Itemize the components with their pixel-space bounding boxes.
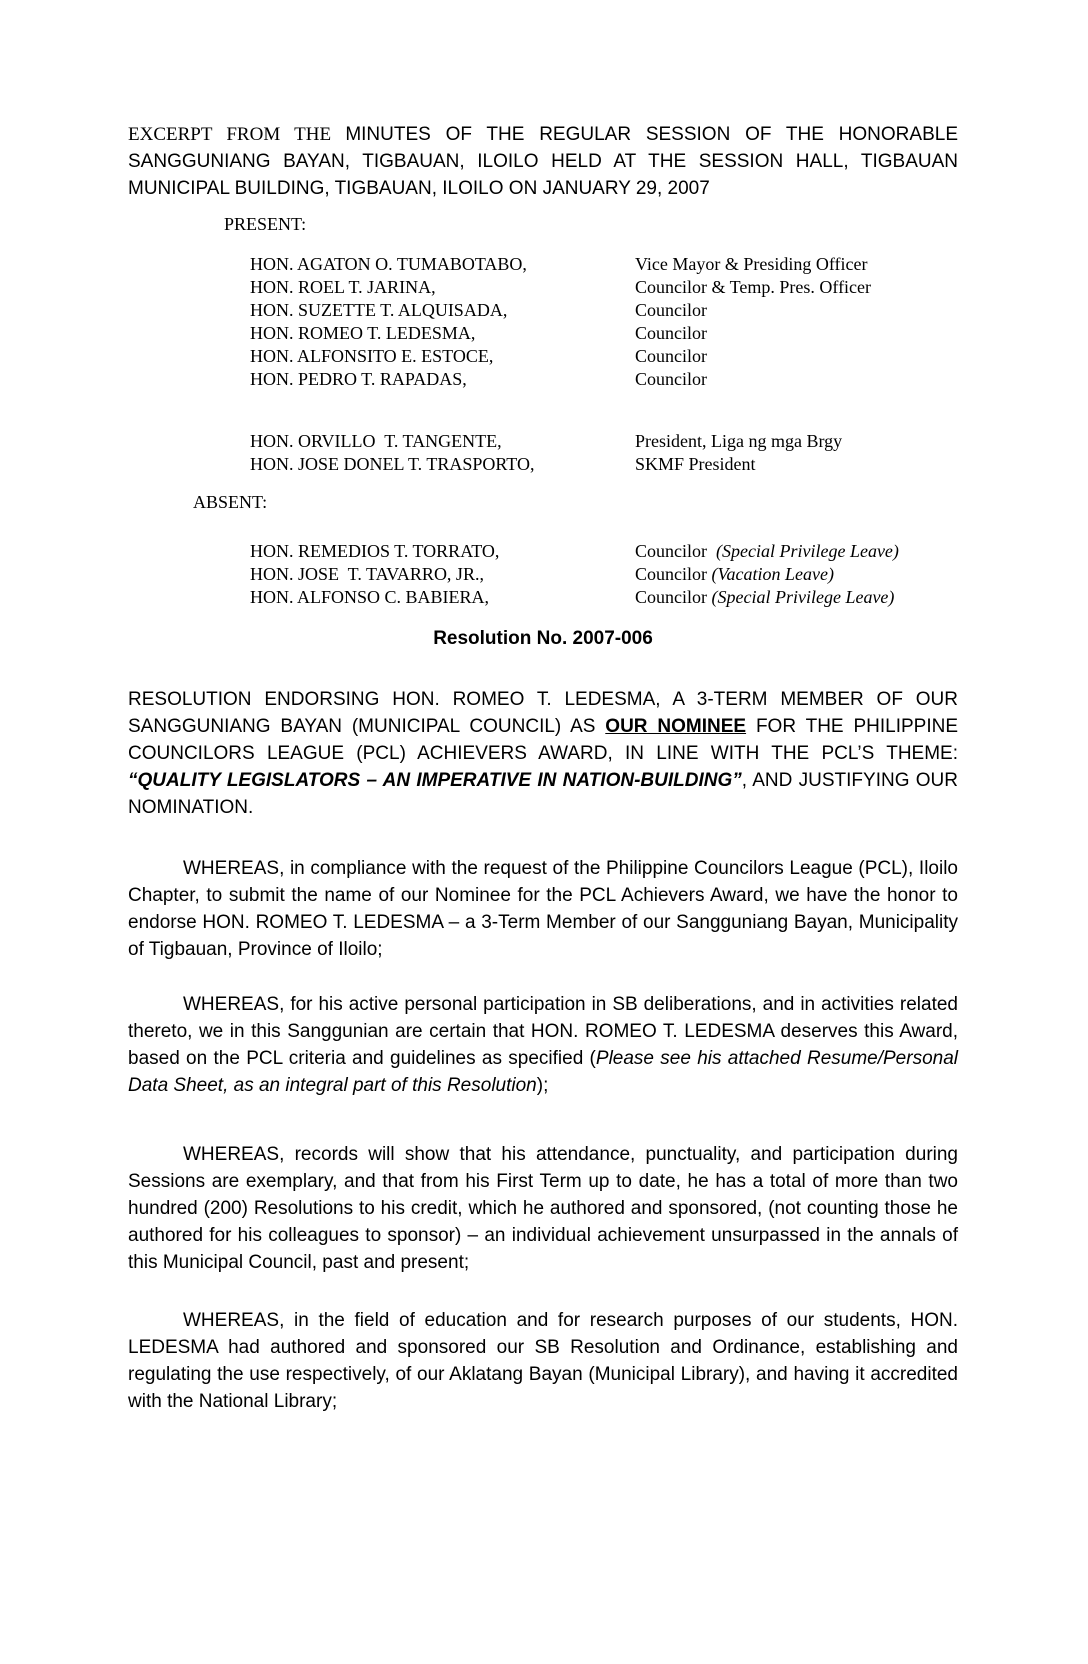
member-name: HON. JOSE T. TAVARRO, JR.,	[250, 564, 484, 584]
member-name: HON. ALFONSITO E. ESTOCE,	[250, 346, 494, 366]
member-name: HON. ALFONSO C. BABIERA,	[250, 587, 490, 607]
member-name: HON. AGATON O. TUMABOTABO,	[250, 254, 527, 274]
whereas-paragraph-3: WHEREAS, records will show that his attendance, punctuality, and participation during Sessions are exemplary, and that from his First Term up to date, he has a total of more than two hundred (200) Resolutions to his credit, which he authored and sponsored, (not counting those he authored for his colleagues to sponsor) – an individual achievement unsurpassed in the annals of this Municipal Council, past and present;	[128, 1144, 958, 1273]
leave-note: (Special Privilege Leave)	[711, 587, 895, 607]
present-list-officials	[250, 253, 958, 391]
resolution-title: RESOLUTION ENDORSING HON. ROMEO T. LEDESMA, A 3-TERM MEMBER OF OUR SANGGUNIANG BAYAN (MUNICIPAL COUNCIL) AS OUR NOMINEE FOR THE PHILIPPINE COUNCILORS LEAGUE (PCL) ACHIEVERS AWARD, IN LINE WITH THE PCL’S THEME: “QUALITY LEGISLATORS – AN IMPERATIVE IN NATION-BUILDING”, AND JUSTIFYING OUR NOMINATION.	[128, 689, 959, 818]
leave-note: (Special Privilege Leave)	[716, 541, 899, 561]
member-name: HON. PEDRO T. RAPADAS,	[250, 369, 467, 389]
whereas-paragraph-1: WHEREAS, in compliance with the request of the Philippine Councilors League (PCL), Iloilo Chapter, to submit the name of our Nominee for the PCL Achievers Award, we have the honor to endorse HON. ROMEO T. LEDESMA – a 3-Term Member of our Sangguniang Bayan, Municipality of Tigbauan, Province of Iloilo;	[128, 858, 958, 960]
member-name: HON. JOSE DONEL T. TRASPORTO,	[250, 454, 535, 474]
member-row	[250, 345, 958, 368]
absent-label: ABSENT:	[193, 492, 268, 512]
member-row	[250, 253, 958, 276]
resolution-number: Resolution No. 2007-006	[433, 628, 653, 649]
member-position: Councilor & Temp. Pres. Officer	[635, 277, 872, 297]
member-position: Vice Mayor & Presiding Officer	[635, 254, 868, 274]
member-name: HON. ORVILLO T. TANGENTE,	[250, 431, 502, 451]
absent-list	[250, 540, 958, 609]
leave-note: (Vacation Leave)	[711, 564, 834, 584]
member-position-title: Councilor	[635, 564, 712, 584]
present-label: PRESENT:	[224, 214, 307, 234]
member-row	[250, 368, 958, 391]
present-list-exofficio	[250, 430, 958, 476]
member-position: Councilor	[635, 346, 707, 366]
member-name: HON. ROMEO T. LEDESMA,	[250, 323, 476, 343]
member-row	[250, 430, 958, 453]
member-position: Councilor	[635, 300, 707, 320]
member-name: HON. ROEL T. JARINA,	[250, 277, 436, 297]
member-position: Councilor	[635, 369, 707, 389]
member-position-title: Councilor	[635, 541, 716, 561]
member-position	[635, 563, 958, 586]
member-name: HON. REMEDIOS T. TORRATO,	[250, 541, 500, 561]
member-row	[250, 276, 958, 299]
member-position	[635, 540, 958, 563]
whereas-paragraph-4: WHEREAS, in the field of education and for research purposes of our students, HON. LEDESMA had authored and sponsored our SB Resolution and Ordinance, establishing and regulating the use respectively, of our Aklatang Bayan (Municipal Library), and having it accredited with the National Library;	[128, 1310, 958, 1412]
member-row	[250, 453, 958, 476]
member-row	[250, 586, 958, 609]
member-position-title: Councilor	[635, 587, 712, 607]
member-name: HON. SUZETTE T. ALQUISADA,	[250, 300, 508, 320]
member-row	[250, 322, 958, 345]
member-position: President, Liga ng mga Brgy	[635, 431, 843, 451]
whereas-paragraph-2: WHEREAS, for his active personal participation in SB deliberations, and in activities related thereto, we in this Sanggunian are certain that HON. ROMEO T. LEDESMA deserves this Award, based on the PCL criteria and guidelines as specified (Please see his attached Resume/Personal Data Sheet, as an integral part of this Resolution);	[128, 994, 958, 1096]
member-row	[250, 299, 958, 322]
member-position: Councilor	[635, 323, 707, 343]
member-position	[635, 586, 958, 609]
member-row	[250, 540, 958, 563]
document-header: EXCERPT FROM THE MINUTES OF THE REGULAR SESSION OF THE HONORABLE SANGGUNIANG BAYAN, TIGBAUAN, ILOILO HELD AT THE SESSION HALL, TIGBAUAN MUNICIPAL BUILDING, TIGBAUAN, ILOILO ON JANUARY 29, 2007	[128, 124, 958, 199]
member-row	[250, 563, 958, 586]
member-position: SKMF President	[635, 454, 756, 474]
